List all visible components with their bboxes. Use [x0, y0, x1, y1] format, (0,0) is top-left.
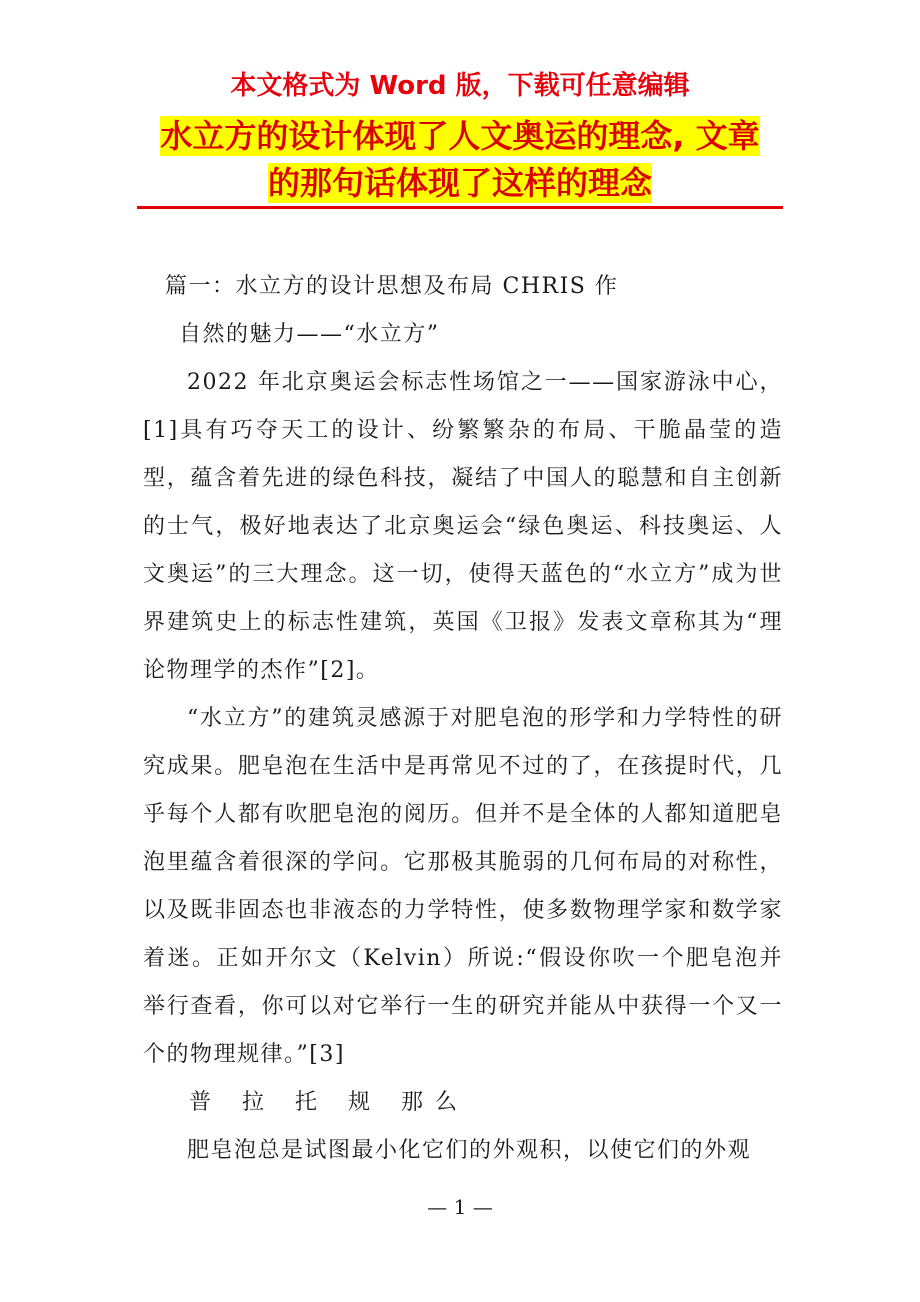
format-notice: 本文格式为 Word 版，下载可任意编辑	[230, 71, 690, 101]
title-divider	[137, 206, 783, 209]
title-line-1: 水立方的设计体现了人文奥运的理念, 文章	[160, 117, 760, 155]
section-heading: 篇一：水立方的设计思想及布局 CHRIS 作	[165, 274, 619, 299]
document-title	[136, 113, 784, 207]
title-line-2: 的那句话体现了这样的理念	[267, 164, 652, 202]
paragraph-1: 2022 年北京奥运会标志性场馆之一——国家游泳中心，[1]具有巧夺天工的设计、纷繁繁杂的布局、干脆晶莹的造型，蕴含着先进的绿色科技，凝结了中国人的聪慧和自主创新的士气，极好地表达了北京奥运会“绿色奥运、科技奥运、人文奥运”的三大理念。这一切，使得天蓝色的“水立方”成为世界建筑史上的标志性建筑，英国《卫报》发表文章称其为“理论物理学的杰作”[2]。	[143, 370, 783, 683]
document-body	[143, 263, 783, 1175]
subheading: 自然的魅力——“水立方”	[179, 322, 440, 347]
paragraph-2: “水立方”的建筑灵感源于对肥皂泡的形学和力学特性的研究成果。肥皂泡在生活中是再常见不过的了，在孩提时代，几乎每个人都有吹肥皂泡的阅历。但并不是全体的人都知道肥皂泡里蕴含着很深的学问。它那极其脆弱的几何布局的对称性，以及既非固态也非液态的力学特性，使多数物理学家和数学家着迷。正如开尔文（Kelvin）所说:“假设你吹一个肥皂泡并举行查看，你可以对它举行一生的研究并能从中获得一个又一个的物理规律。”[3]	[143, 706, 783, 1067]
spaced-heading: 普 拉 托 规 那么	[189, 1090, 469, 1115]
paragraph-3: 肥皂泡总是试图最小化它们的外观积，以使它们的外观	[187, 1138, 752, 1163]
page-number: — 1 —	[427, 1195, 493, 1219]
